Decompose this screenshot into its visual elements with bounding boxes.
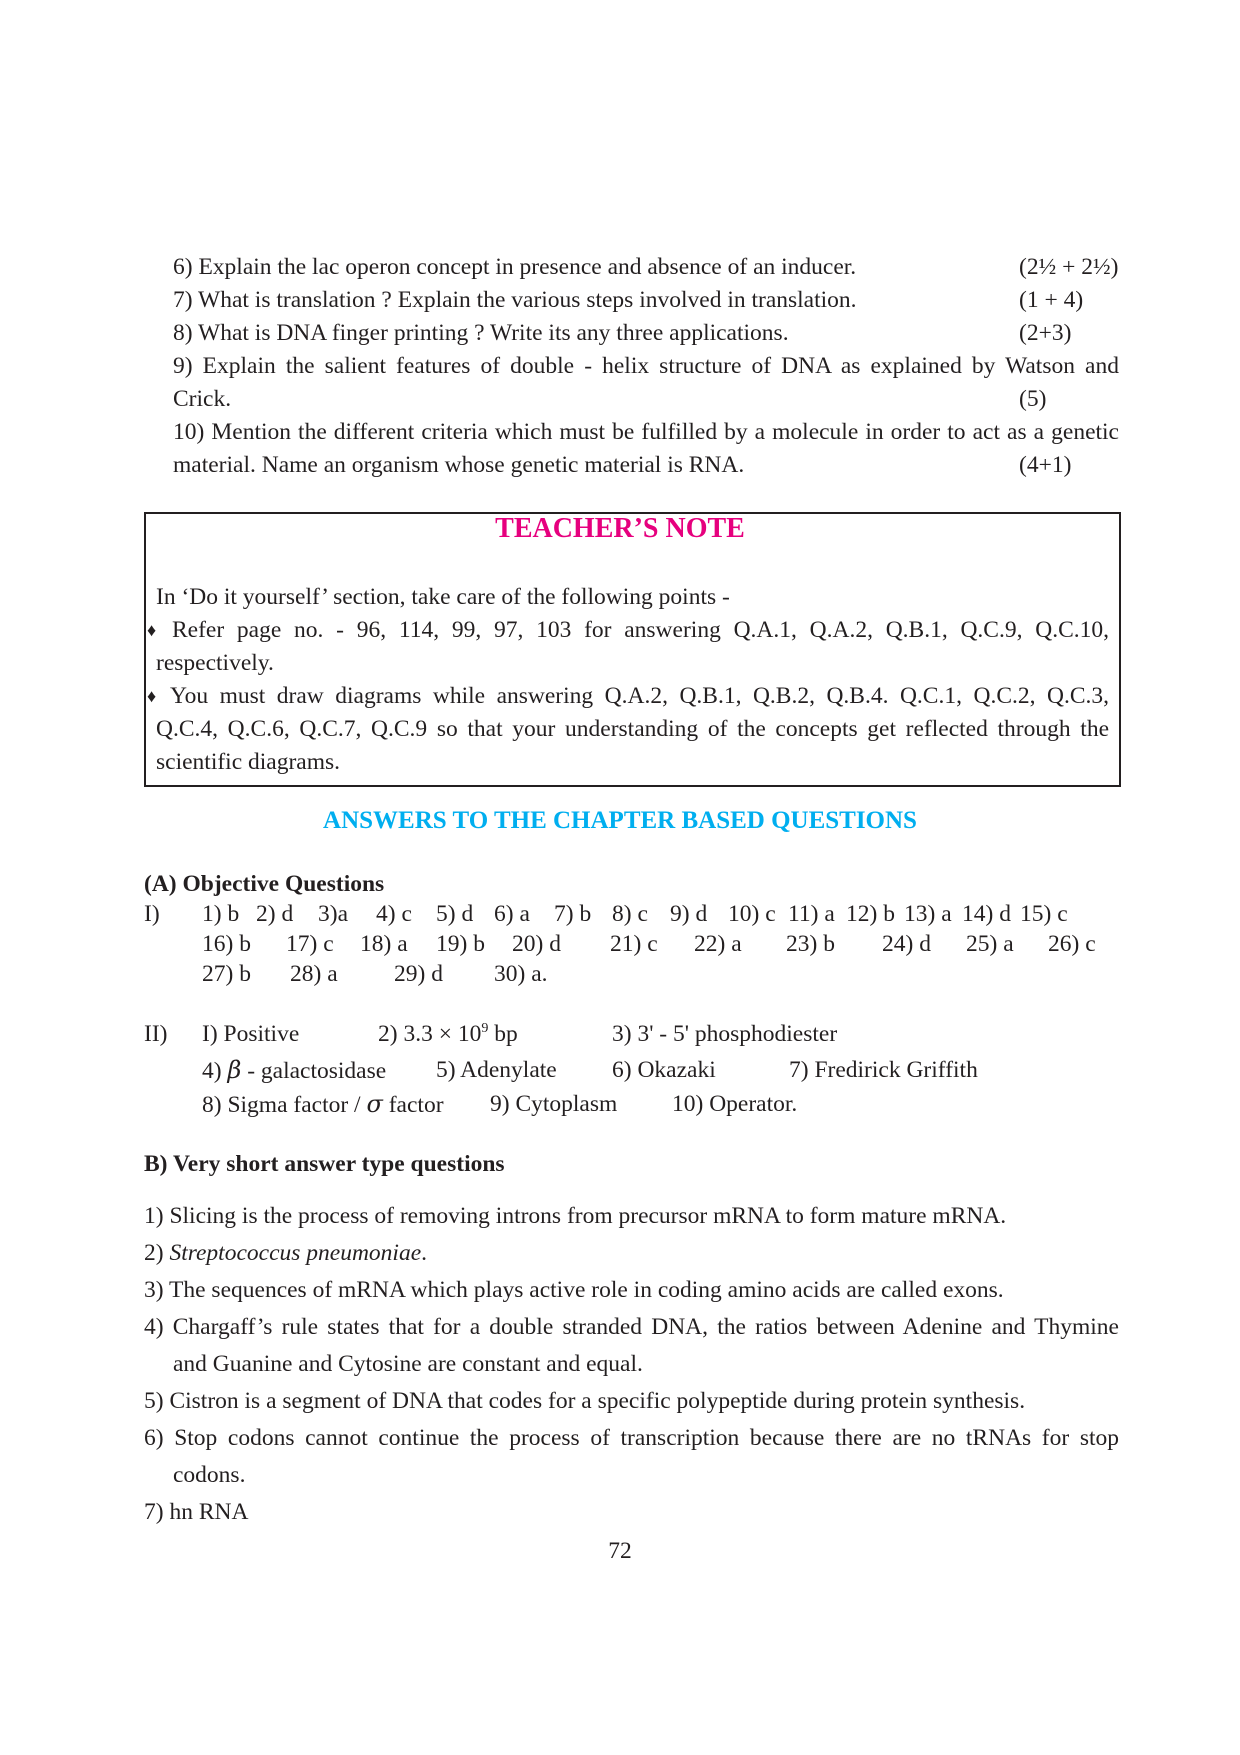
fill-answer: 7) Fredirick Griffith — [789, 1057, 978, 1083]
answer-item: 21) c — [610, 931, 658, 957]
answer-item: 24) d — [882, 931, 931, 957]
fill-answer: I) Positive — [202, 1021, 300, 1047]
question-8: 8) What is DNA finger printing ? Write its any three applications. — [173, 320, 789, 346]
answer-item: 2) d — [256, 901, 294, 927]
short-answer-1: 1) Slicing is the process of removing introns from precursor mRNA to form mature mRNA. — [144, 1203, 1007, 1229]
page-number: 72 — [608, 1538, 632, 1564]
fill-answer: 5) Adenylate — [436, 1057, 557, 1083]
teacher-note-title: TEACHER’S NOTE — [495, 513, 745, 544]
answer-item: 4) c — [376, 901, 412, 927]
answer-item: 15) c — [1020, 901, 1068, 927]
objective-part1-label: I) — [144, 901, 160, 927]
question-10-line1: 10) Mention the different criteria which must be fulfilled by a molecule in order to act as a genetic — [173, 419, 1119, 445]
teacher-note-bullet2-line2: Q.C.4, Q.C.6, Q.C.7, Q.C.9 so that your understanding of the concepts get reflected through the — [156, 716, 1109, 742]
answer-item: 10) c — [728, 901, 776, 927]
short-answer-4-line2: and Guanine and Cytosine are constant and equal. — [173, 1351, 643, 1377]
question-9-marks: (5) — [1019, 386, 1047, 412]
fill-answer: 9) Cytoplasm — [490, 1091, 618, 1117]
answer-item: 17) c — [286, 931, 334, 957]
answer-item: 14) d — [962, 901, 1011, 927]
answer-item: 28) a — [290, 961, 338, 987]
short-answer-6-line2: codons. — [173, 1462, 246, 1488]
fill-answer: 3) 3' - 5' phosphodiester — [612, 1021, 838, 1047]
answer-item: 18) a — [360, 931, 408, 957]
answer-item: 11) a — [788, 901, 835, 927]
answer-item: 20) d — [512, 931, 561, 957]
question-6-marks: (2½ + 2½) — [1019, 254, 1119, 280]
answer-item: 30) a. — [494, 961, 548, 987]
diamond-bullet-icon: ♦ — [147, 686, 157, 706]
answer-item: 19) b — [436, 931, 485, 957]
objective-part2-label: II) — [144, 1021, 168, 1047]
answer-item: 9) d — [670, 901, 708, 927]
answer-item: 29) d — [394, 961, 443, 987]
answer-item: 12) b — [846, 901, 895, 927]
teacher-note-bullet1-line2: respectively. — [156, 650, 274, 676]
question-10-line2: material. Name an organism whose genetic material is RNA. — [173, 452, 745, 478]
answer-item: 26) c — [1048, 931, 1096, 957]
fill-answer: 4) β - galactosidase — [202, 1056, 387, 1084]
short-answer-5: 5) Cistron is a segment of DNA that codes for a specific polypeptide during protein synthesis. — [144, 1388, 1026, 1414]
answers-heading: ANSWERS TO THE CHAPTER BASED QUESTIONS — [323, 807, 917, 834]
answer-item: 25) a — [966, 931, 1014, 957]
question-7: 7) What is translation ? Explain the various steps involved in translation. — [173, 287, 857, 313]
short-answer-4-line1: 4) Chargaff’s rule states that for a double stranded DNA, the ratios between Adenine and Thymine — [144, 1314, 1119, 1340]
short-answer-7: 7) hn RNA — [144, 1499, 249, 1525]
question-7-marks: (1 + 4) — [1019, 287, 1084, 313]
question-9-line2: Crick. — [173, 386, 232, 412]
question-9-line1: 9) Explain the salient features of double - helix structure of DNA as explained by Watson and — [173, 353, 1119, 379]
short-answer-6-line1: 6) Stop codons cannot continue the process of transcription because there are no tRNAs for stop — [144, 1425, 1119, 1451]
answer-item: 6) a — [494, 901, 530, 927]
answer-item: 7) b — [554, 901, 592, 927]
short-answer-3: 3) The sequences of mRNA which plays active role in coding amino acids are called exons. — [144, 1277, 1004, 1303]
diamond-bullet-icon: ♦ — [147, 620, 157, 640]
question-10-marks: (4+1) — [1019, 452, 1072, 478]
fill-answer: 10) Operator. — [672, 1091, 798, 1117]
teacher-note-intro: In ‘Do it yourself’ section, take care of the following points - — [156, 584, 730, 610]
answer-item: 27) b — [202, 961, 251, 987]
answer-item: 1) b — [202, 901, 240, 927]
teacher-note-bullet2-line3: scientific diagrams. — [156, 749, 341, 775]
fill-answer: 8) Sigma factor / σ factor — [202, 1090, 444, 1118]
objective-heading: (A) Objective Questions — [144, 871, 385, 897]
fill-answer: 2) $3.3 \times 10^9$ bp — [378, 1021, 518, 1047]
beta-symbol: β — [227, 1056, 242, 1084]
answer-item: 5) d — [436, 901, 474, 927]
teacher-note-bullet2-line1: You must draw diagrams while answering Q.A.2, Q.B.1, Q.B.2, Q.B.4. Q.C.1, Q.C.2, Q.C.3, — [170, 683, 1109, 709]
answer-item: 3)a — [318, 901, 349, 927]
very-short-heading: B) Very short answer type questions — [144, 1151, 505, 1177]
answer-item: 16) b — [202, 931, 251, 957]
short-answer-2: 2) Streptococcus pneumoniae. — [144, 1240, 428, 1266]
answer-item: 8) c — [612, 901, 648, 927]
sigma-symbol: σ — [366, 1090, 383, 1118]
question-6: 6) Explain the lac operon concept in presence and absence of an inducer. — [173, 254, 857, 280]
answer-item: 23) b — [786, 931, 835, 957]
answer-item: 13) a — [904, 901, 952, 927]
question-8-marks: (2+3) — [1019, 320, 1072, 346]
teacher-note-bullet1-line1: Refer page no. - 96, 114, 99, 97, 103 for answering Q.A.1, Q.A.2, Q.B.1, Q.C.9, Q.C.10, — [172, 617, 1109, 643]
answer-item: 22) a — [694, 931, 742, 957]
fill-answer: 6) Okazaki — [612, 1057, 716, 1083]
